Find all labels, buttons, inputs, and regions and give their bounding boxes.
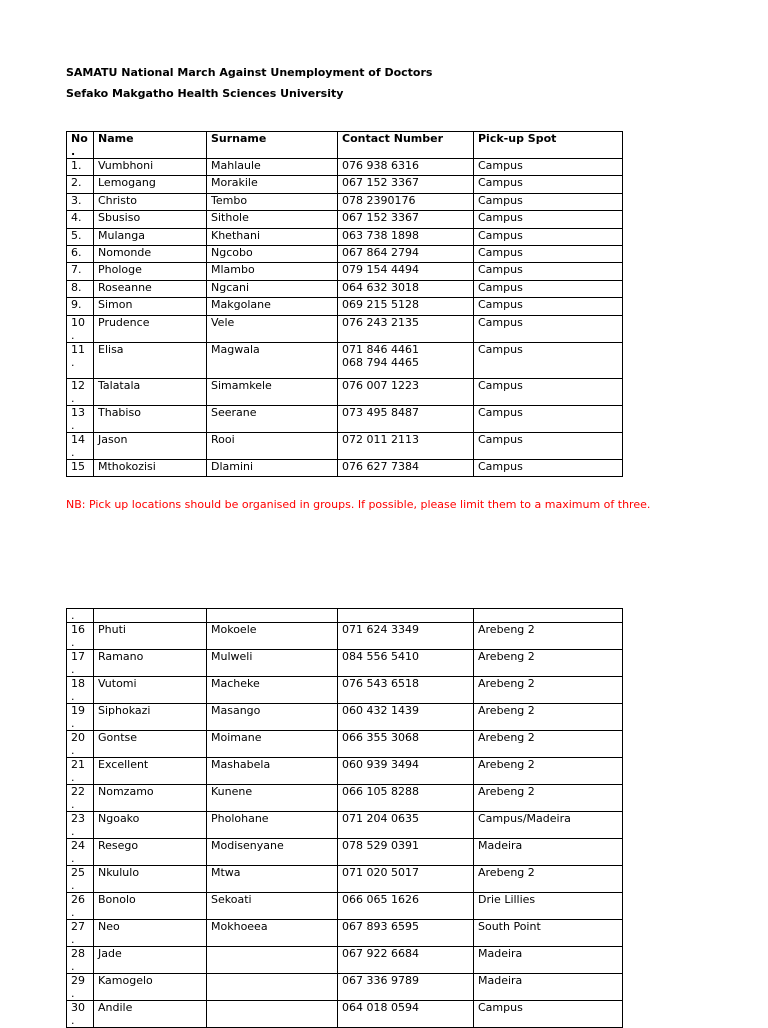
- cell-name: [94, 609, 207, 623]
- cell-no: 1.: [67, 159, 94, 176]
- cell-name: Excellent: [94, 758, 207, 785]
- document-title: SAMATU National March Against Unemployment of Doctors: [66, 66, 433, 79]
- pickup-note: NB: Pick up locations should be organised in groups. If possible, please limit them to a maximum of three.: [66, 498, 651, 511]
- cell-pickup: Arebeng 2: [474, 758, 623, 785]
- table-row: [67, 866, 623, 893]
- table-row: [67, 758, 623, 785]
- table-row: [67, 378, 623, 405]
- cell-name: Christo: [94, 193, 207, 210]
- cell-surname: Sithole: [207, 211, 338, 228]
- cell-surname: Mashabela: [207, 758, 338, 785]
- table-row: [67, 193, 623, 210]
- table-row: [67, 342, 623, 378]
- cell-pickup: Arebeng 2: [474, 731, 623, 758]
- cell-pickup: Campus: [474, 342, 623, 378]
- cell-contact: [338, 609, 474, 623]
- participants-table-1: [66, 131, 623, 477]
- cell-no: 7.: [67, 263, 94, 280]
- cell-no: 10 .: [67, 315, 94, 342]
- cell-name: Jason: [94, 432, 207, 459]
- cell-no: 27 .: [67, 920, 94, 947]
- table-row: [67, 405, 623, 432]
- cell-name: Siphokazi: [94, 704, 207, 731]
- cell-name: Nkululo: [94, 866, 207, 893]
- cell-no: 3.: [67, 193, 94, 210]
- cell-pickup: Arebeng 2: [474, 866, 623, 893]
- cell-name: Sbusiso: [94, 211, 207, 228]
- table-row: [67, 609, 623, 623]
- cell-pickup: Campus/Madeira: [474, 812, 623, 839]
- cell-no: 15: [67, 459, 94, 476]
- cell-name: Mthokozisi: [94, 459, 207, 476]
- cell-surname: Rooi: [207, 432, 338, 459]
- table-row: [67, 211, 623, 228]
- cell-pickup: Campus: [474, 228, 623, 245]
- cell-name: Lemogang: [94, 176, 207, 193]
- cell-pickup: Campus: [474, 263, 623, 280]
- cell-name: Ngoako: [94, 812, 207, 839]
- cell-no: 21 .: [67, 758, 94, 785]
- cell-contact: 078 529 0391: [338, 839, 474, 866]
- cell-contact: 076 627 7384: [338, 459, 474, 476]
- cell-pickup: [474, 609, 623, 623]
- cell-contact: 063 738 1898: [338, 228, 474, 245]
- cell-pickup: Campus: [474, 193, 623, 210]
- cell-name: Ramano: [94, 650, 207, 677]
- cell-no: 18 .: [67, 677, 94, 704]
- cell-surname: Ngcani: [207, 280, 338, 297]
- cell-surname: Tembo: [207, 193, 338, 210]
- cell-pickup: Campus: [474, 176, 623, 193]
- cell-surname: Mahlaule: [207, 159, 338, 176]
- table-row: [67, 677, 623, 704]
- university-name: Sefako Makgatho Health Sciences University: [66, 87, 344, 100]
- cell-no: 12 .: [67, 378, 94, 405]
- cell-name: Kamogelo: [94, 974, 207, 1001]
- cell-surname: Moimane: [207, 731, 338, 758]
- cell-surname: Mtwa: [207, 866, 338, 893]
- cell-pickup: Madeira: [474, 839, 623, 866]
- table-row: [67, 920, 623, 947]
- cell-name: Talatala: [94, 378, 207, 405]
- table-row: [67, 176, 623, 193]
- cell-no: 24 .: [67, 839, 94, 866]
- cell-surname: Modisenyane: [207, 839, 338, 866]
- cell-contact: 072 011 2113: [338, 432, 474, 459]
- participants-table-2: [66, 608, 623, 1028]
- cell-contact: 067 152 3367: [338, 176, 474, 193]
- cell-no: 16 .: [67, 623, 94, 650]
- cell-pickup: Arebeng 2: [474, 704, 623, 731]
- table-row: [67, 315, 623, 342]
- cell-contact: 071 020 5017: [338, 866, 474, 893]
- table-row: [67, 159, 623, 176]
- cell-surname: [207, 609, 338, 623]
- cell-no: 11 .: [67, 342, 94, 378]
- cell-pickup: Madeira: [474, 947, 623, 974]
- cell-surname: Sekoati: [207, 893, 338, 920]
- cell-contact: 067 336 9789: [338, 974, 474, 1001]
- cell-no: .: [67, 609, 94, 623]
- cell-pickup: Campus: [474, 280, 623, 297]
- cell-pickup: Arebeng 2: [474, 650, 623, 677]
- cell-name: Vutomi: [94, 677, 207, 704]
- cell-surname: [207, 974, 338, 1001]
- cell-name: Elisa: [94, 342, 207, 378]
- cell-pickup: Campus: [474, 245, 623, 262]
- table-row: [67, 432, 623, 459]
- header-name: Name: [94, 132, 207, 159]
- table-row: [67, 650, 623, 677]
- cell-name: Phuti: [94, 623, 207, 650]
- cell-surname: Pholohane: [207, 812, 338, 839]
- table-row: [67, 785, 623, 812]
- cell-no: 17 .: [67, 650, 94, 677]
- table-row: [67, 1001, 623, 1028]
- cell-no: 13 .: [67, 405, 94, 432]
- cell-pickup: Campus: [474, 1001, 623, 1028]
- table-row: [67, 459, 623, 476]
- table-row: [67, 228, 623, 245]
- cell-pickup: Campus: [474, 378, 623, 405]
- cell-no: 9.: [67, 298, 94, 315]
- cell-contact: 071 624 3349: [338, 623, 474, 650]
- cell-contact: 066 065 1626: [338, 893, 474, 920]
- table-row: [67, 812, 623, 839]
- table-row: [67, 263, 623, 280]
- cell-surname: Mulweli: [207, 650, 338, 677]
- cell-contact: 071 204 0635: [338, 812, 474, 839]
- cell-contact: 060 432 1439: [338, 704, 474, 731]
- header-contact: Contact Number: [338, 132, 474, 159]
- cell-no: 8.: [67, 280, 94, 297]
- cell-contact: 067 893 6595: [338, 920, 474, 947]
- cell-pickup: Campus: [474, 459, 623, 476]
- cell-name: Bonolo: [94, 893, 207, 920]
- cell-contact: 067 922 6684: [338, 947, 474, 974]
- cell-surname: Khethani: [207, 228, 338, 245]
- cell-surname: Seerane: [207, 405, 338, 432]
- cell-no: 23 .: [67, 812, 94, 839]
- cell-no: 28 .: [67, 947, 94, 974]
- cell-name: Jade: [94, 947, 207, 974]
- cell-pickup: Campus: [474, 298, 623, 315]
- cell-pickup: South Point: [474, 920, 623, 947]
- cell-pickup: Campus: [474, 159, 623, 176]
- cell-name: Neo: [94, 920, 207, 947]
- cell-pickup: Arebeng 2: [474, 785, 623, 812]
- cell-name: Prudence: [94, 315, 207, 342]
- cell-contact: 076 938 6316: [338, 159, 474, 176]
- cell-pickup: Drie Lillies: [474, 893, 623, 920]
- cell-no: 29 .: [67, 974, 94, 1001]
- cell-surname: Makgolane: [207, 298, 338, 315]
- cell-name: Mulanga: [94, 228, 207, 245]
- table-row: [67, 893, 623, 920]
- cell-name: Resego: [94, 839, 207, 866]
- cell-surname: Simamkele: [207, 378, 338, 405]
- cell-contact: 064 018 0594: [338, 1001, 474, 1028]
- cell-contact: 076 543 6518: [338, 677, 474, 704]
- cell-surname: Kunene: [207, 785, 338, 812]
- cell-surname: Mokhoeea: [207, 920, 338, 947]
- cell-surname: Ngcobo: [207, 245, 338, 262]
- cell-no: 14 .: [67, 432, 94, 459]
- table-row: [67, 947, 623, 974]
- table-row: [67, 731, 623, 758]
- cell-pickup: Campus: [474, 315, 623, 342]
- cell-pickup: Campus: [474, 211, 623, 228]
- cell-surname: Vele: [207, 315, 338, 342]
- cell-name: Vumbhoni: [94, 159, 207, 176]
- header-surname: Surname: [207, 132, 338, 159]
- cell-name: Gontse: [94, 731, 207, 758]
- cell-contact: 084 556 5410: [338, 650, 474, 677]
- cell-no: 4.: [67, 211, 94, 228]
- cell-name: Andile: [94, 1001, 207, 1028]
- cell-contact: 076 243 2135: [338, 315, 474, 342]
- cell-surname: Masango: [207, 704, 338, 731]
- cell-no: 30 .: [67, 1001, 94, 1028]
- cell-contact: 066 105 8288: [338, 785, 474, 812]
- cell-surname: [207, 1001, 338, 1028]
- cell-name: Nomzamo: [94, 785, 207, 812]
- table-row: [67, 839, 623, 866]
- cell-contact: 064 632 3018: [338, 280, 474, 297]
- cell-no: 19 .: [67, 704, 94, 731]
- cell-surname: Mlambo: [207, 263, 338, 280]
- cell-pickup: Arebeng 2: [474, 677, 623, 704]
- cell-contact: 078 2390176: [338, 193, 474, 210]
- cell-no: 5.: [67, 228, 94, 245]
- table-row: [67, 298, 623, 315]
- cell-contact: 060 939 3494: [338, 758, 474, 785]
- cell-contact: 069 215 5128: [338, 298, 474, 315]
- cell-contact: 071 846 4461 068 794 4465: [338, 342, 474, 378]
- cell-contact: 076 007 1223: [338, 378, 474, 405]
- cell-no: 22 .: [67, 785, 94, 812]
- cell-surname: Morakile: [207, 176, 338, 193]
- cell-contact: 073 495 8487: [338, 405, 474, 432]
- cell-surname: Dlamini: [207, 459, 338, 476]
- cell-pickup: Campus: [474, 432, 623, 459]
- cell-no: 26 .: [67, 893, 94, 920]
- table-row: [67, 974, 623, 1001]
- header-no: No .: [67, 132, 94, 159]
- table-header-row: [67, 132, 623, 159]
- cell-pickup: Campus: [474, 405, 623, 432]
- cell-surname: Mokoele: [207, 623, 338, 650]
- cell-no: 25 .: [67, 866, 94, 893]
- cell-name: Phologe: [94, 263, 207, 280]
- table-row: [67, 704, 623, 731]
- cell-no: 20 .: [67, 731, 94, 758]
- cell-name: Simon: [94, 298, 207, 315]
- table-row: [67, 245, 623, 262]
- cell-name: Roseanne: [94, 280, 207, 297]
- cell-contact: 066 355 3068: [338, 731, 474, 758]
- cell-pickup: Madeira: [474, 974, 623, 1001]
- cell-contact: 079 154 4494: [338, 263, 474, 280]
- header-pickup: Pick-up Spot: [474, 132, 623, 159]
- cell-surname: Macheke: [207, 677, 338, 704]
- cell-name: Thabiso: [94, 405, 207, 432]
- cell-contact: 067 864 2794: [338, 245, 474, 262]
- cell-no: 6.: [67, 245, 94, 262]
- cell-surname: [207, 947, 338, 974]
- table-row: [67, 280, 623, 297]
- table-row: [67, 623, 623, 650]
- cell-contact: 067 152 3367: [338, 211, 474, 228]
- cell-pickup: Arebeng 2: [474, 623, 623, 650]
- cell-name: Nomonde: [94, 245, 207, 262]
- cell-surname: Magwala: [207, 342, 338, 378]
- cell-no: 2.: [67, 176, 94, 193]
